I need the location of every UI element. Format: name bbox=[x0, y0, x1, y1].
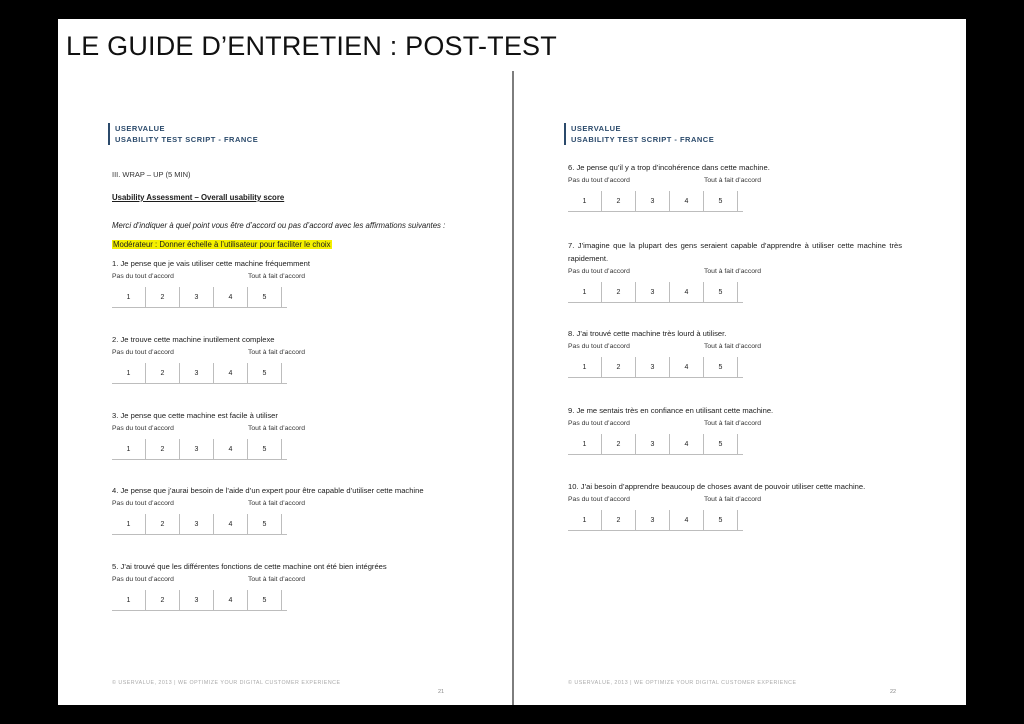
rating-option: 5 bbox=[704, 434, 738, 454]
brand-name: USERVALUE bbox=[571, 124, 622, 133]
document-page-right bbox=[514, 71, 954, 705]
rating-option: 2 bbox=[602, 434, 636, 454]
rating-scale bbox=[568, 510, 743, 531]
question-statement: J’imagine que la plupart des gens seraient capable d’apprendre à utiliser cette machine très rapidement. bbox=[568, 241, 902, 263]
rating-option: 4 bbox=[214, 514, 248, 534]
question bbox=[112, 484, 446, 535]
rating-scale bbox=[568, 191, 743, 212]
scale-low-label: Pas du tout d’accord bbox=[112, 500, 174, 507]
scale-low-label: Pas du tout d’accord bbox=[112, 576, 174, 583]
rating-scale bbox=[112, 514, 287, 535]
question bbox=[568, 327, 902, 378]
question bbox=[568, 480, 902, 531]
script-title: USABILITY TEST SCRIPT - FRANCE bbox=[571, 135, 715, 144]
section-heading: III. WRAP – UP (5 MIN) bbox=[112, 170, 191, 179]
rating-scale bbox=[568, 282, 743, 303]
rating-option: 1 bbox=[568, 434, 602, 454]
question bbox=[112, 409, 446, 460]
scale-labels bbox=[112, 576, 446, 588]
scale-high-label: Tout à fait d’accord bbox=[704, 343, 762, 350]
rating-option: 2 bbox=[146, 514, 180, 534]
question-number: 8. bbox=[568, 329, 575, 338]
scale-high-label: Tout à fait d’accord bbox=[704, 420, 762, 427]
question-statement: J’ai besoin d’apprendre beaucoup de choses avant de pouvoir utiliser cette machine. bbox=[580, 482, 866, 491]
scale-high-label: Tout à fait d’accord bbox=[248, 500, 306, 507]
question bbox=[112, 560, 446, 611]
scale-high-label: Tout à fait d’accord bbox=[248, 349, 306, 356]
scale-low-label: Pas du tout d’accord bbox=[568, 177, 630, 184]
question-statement: J’ai trouvé que les différentes fonctions de cette machine ont été bien intégrées bbox=[120, 562, 387, 571]
rating-option: 2 bbox=[602, 357, 636, 377]
rating-scale bbox=[112, 287, 287, 308]
rating-option: 4 bbox=[670, 510, 704, 530]
page-header bbox=[564, 123, 714, 145]
scale-low-label: Pas du tout d’accord bbox=[568, 268, 630, 275]
question-number: 2. bbox=[112, 335, 119, 344]
script-title: USABILITY TEST SCRIPT - FRANCE bbox=[115, 135, 259, 144]
rating-option: 1 bbox=[568, 357, 602, 377]
scale-labels bbox=[568, 420, 902, 432]
page-number: 21 bbox=[438, 689, 445, 695]
question-text bbox=[112, 333, 446, 346]
rating-option: 3 bbox=[636, 191, 670, 211]
rating-option: 2 bbox=[146, 363, 180, 383]
page-number: 22 bbox=[890, 689, 897, 695]
rating-scale bbox=[568, 357, 743, 378]
question-text bbox=[568, 404, 902, 417]
scale-high-label: Tout à fait d’accord bbox=[248, 425, 306, 432]
rating-option: 5 bbox=[248, 590, 282, 610]
rating-option: 5 bbox=[704, 282, 738, 302]
slide-title: LE GUIDE D’ENTRETIEN : POST-TEST bbox=[66, 31, 557, 61]
scale-low-label: Pas du tout d’accord bbox=[568, 343, 630, 350]
question-statement: Je pense que cette machine est facile à utiliser bbox=[120, 411, 278, 420]
question-text bbox=[112, 560, 446, 573]
scale-labels bbox=[112, 349, 446, 361]
question-text bbox=[568, 327, 902, 340]
rating-option: 5 bbox=[704, 510, 738, 530]
question-number: 1. bbox=[112, 259, 119, 268]
scale-low-label: Pas du tout d’accord bbox=[568, 496, 630, 503]
question-number: 4. bbox=[112, 486, 119, 495]
rating-scale bbox=[568, 434, 743, 455]
scale-high-label: Tout à fait d’accord bbox=[248, 273, 306, 280]
rating-option: 1 bbox=[568, 191, 602, 211]
scale-labels bbox=[568, 343, 902, 355]
scale-high-label: Tout à fait d’accord bbox=[248, 576, 306, 583]
rating-scale bbox=[112, 590, 287, 611]
question-number: 6. bbox=[568, 163, 575, 172]
page-header bbox=[108, 123, 258, 145]
rating-option: 3 bbox=[636, 510, 670, 530]
rating-option: 2 bbox=[602, 191, 636, 211]
rating-option: 1 bbox=[112, 514, 146, 534]
rating-option: 3 bbox=[180, 590, 214, 610]
moderator-note: Modérateur : Donner échelle à l’utilisateur pour faciliter le choix bbox=[113, 240, 331, 249]
rating-option: 4 bbox=[214, 439, 248, 459]
scale-labels bbox=[112, 500, 446, 512]
rating-option: 3 bbox=[180, 514, 214, 534]
question-number: 9. bbox=[568, 406, 575, 415]
rating-option: 3 bbox=[636, 434, 670, 454]
scale-labels bbox=[568, 496, 902, 508]
scale-high-label: Tout à fait d’accord bbox=[704, 177, 762, 184]
rating-option: 3 bbox=[180, 363, 214, 383]
rating-option: 3 bbox=[180, 439, 214, 459]
document-page-left bbox=[58, 71, 498, 705]
rating-option: 1 bbox=[112, 363, 146, 383]
rating-option: 2 bbox=[146, 590, 180, 610]
rating-option: 5 bbox=[248, 287, 282, 307]
question bbox=[568, 239, 902, 303]
rating-option: 5 bbox=[248, 514, 282, 534]
rating-option: 1 bbox=[568, 510, 602, 530]
question bbox=[112, 257, 446, 308]
rating-option: 1 bbox=[112, 439, 146, 459]
brand-name: USERVALUE bbox=[115, 124, 166, 133]
rating-option: 1 bbox=[568, 282, 602, 302]
question-text bbox=[112, 484, 446, 497]
question-statement: J’ai trouvé cette machine très lourd à utiliser. bbox=[576, 329, 727, 338]
rating-option: 1 bbox=[112, 287, 146, 307]
rating-option: 2 bbox=[602, 282, 636, 302]
question bbox=[112, 333, 446, 384]
question-statement: Je pense qu’il y a trop d’incohérence dans cette machine. bbox=[576, 163, 770, 172]
rating-scale bbox=[112, 363, 287, 384]
rating-option: 5 bbox=[704, 191, 738, 211]
question-number: 10. bbox=[568, 482, 579, 491]
question bbox=[568, 404, 902, 455]
scale-high-label: Tout à fait d’accord bbox=[704, 268, 762, 275]
question-statement: Je pense que je vais utiliser cette machine fréquemment bbox=[120, 259, 310, 268]
rating-option: 3 bbox=[636, 282, 670, 302]
scale-labels bbox=[568, 177, 902, 189]
question bbox=[568, 161, 902, 212]
rating-option: 5 bbox=[704, 357, 738, 377]
assessment-subtitle: Usability Assessment – Overall usability score bbox=[112, 193, 285, 202]
rating-option: 5 bbox=[248, 439, 282, 459]
rating-option: 3 bbox=[180, 287, 214, 307]
scale-low-label: Pas du tout d’accord bbox=[568, 420, 630, 427]
rating-option: 3 bbox=[636, 357, 670, 377]
question-statement: Je trouve cette machine inutilement complexe bbox=[120, 335, 275, 344]
scale-labels bbox=[112, 425, 446, 437]
scale-low-label: Pas du tout d’accord bbox=[112, 425, 174, 432]
scale-low-label: Pas du tout d’accord bbox=[112, 349, 174, 356]
question-text bbox=[568, 239, 902, 265]
question-text bbox=[568, 161, 902, 174]
scale-labels bbox=[568, 268, 902, 280]
rating-option: 5 bbox=[248, 363, 282, 383]
scale-labels bbox=[112, 273, 446, 285]
rating-option: 4 bbox=[214, 590, 248, 610]
question-number: 3. bbox=[112, 411, 119, 420]
page-footer: © USERVALUE, 2013 | WE OPTIMIZE YOUR DIGITAL CUSTOMER EXPERIENCE bbox=[568, 680, 797, 686]
rating-option: 4 bbox=[670, 434, 704, 454]
rating-option: 4 bbox=[214, 363, 248, 383]
question-statement: Je me sentais très en confiance en utilisant cette machine. bbox=[576, 406, 774, 415]
rating-option: 2 bbox=[146, 439, 180, 459]
rating-option: 4 bbox=[670, 191, 704, 211]
scale-high-label: Tout à fait d’accord bbox=[704, 496, 762, 503]
slide bbox=[58, 19, 966, 705]
rating-option: 4 bbox=[214, 287, 248, 307]
scale-low-label: Pas du tout d’accord bbox=[112, 273, 174, 280]
rating-option: 4 bbox=[670, 282, 704, 302]
rating-option: 4 bbox=[670, 357, 704, 377]
question-text bbox=[568, 480, 902, 493]
question-number: 7. bbox=[568, 241, 575, 250]
question-number: 5. bbox=[112, 562, 119, 571]
question-statement: Je pense que j’aurai besoin de l’aide d’un expert pour être capable d’utiliser cette machine bbox=[120, 486, 424, 495]
rating-option: 2 bbox=[602, 510, 636, 530]
page-footer: © USERVALUE, 2013 | WE OPTIMIZE YOUR DIGITAL CUSTOMER EXPERIENCE bbox=[112, 680, 341, 686]
rating-option: 1 bbox=[112, 590, 146, 610]
rating-scale bbox=[112, 439, 287, 460]
question-text bbox=[112, 409, 446, 422]
instruction-text: Merci d’indiquer à quel point vous être d’accord ou pas d’accord avec les affirmations suivantes : bbox=[112, 221, 446, 230]
question-text bbox=[112, 257, 446, 270]
rating-option: 2 bbox=[146, 287, 180, 307]
